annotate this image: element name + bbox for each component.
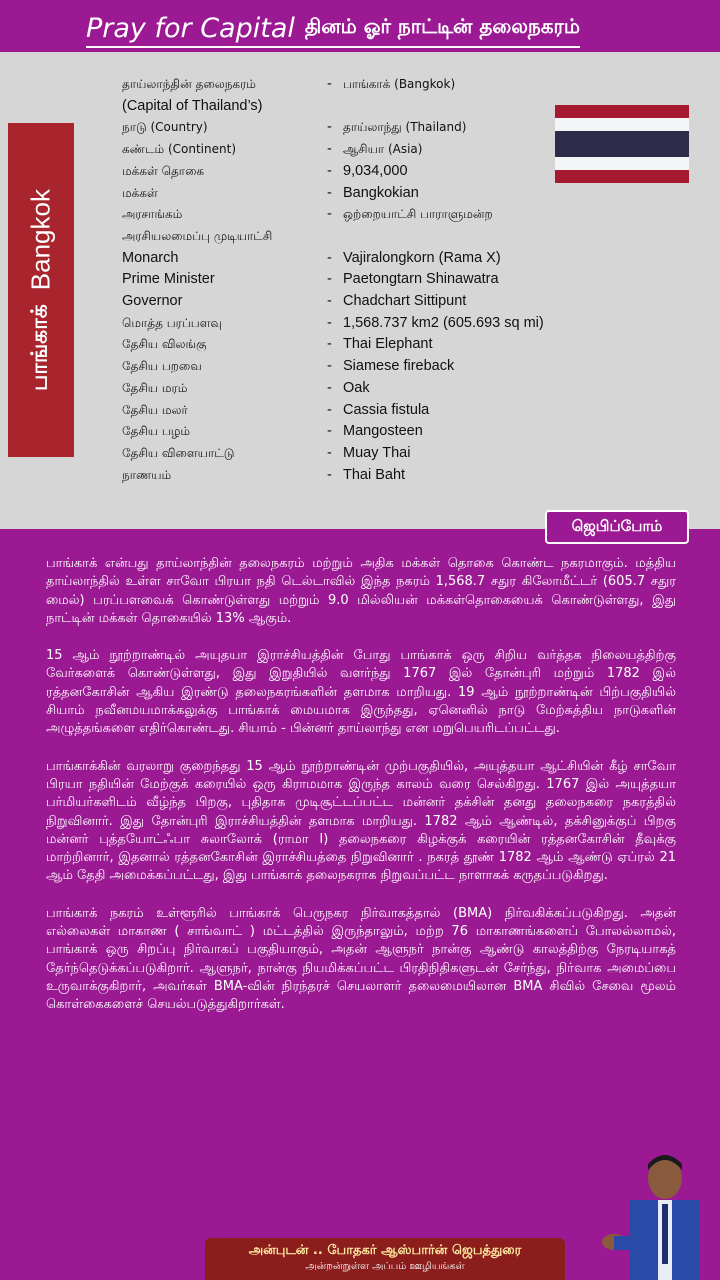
info-key: தேசிய விளையாட்டு <box>122 445 235 460</box>
pastor-photo <box>600 1140 718 1280</box>
info-value: Paetongtarn Shinawatra <box>343 271 499 288</box>
info-row <box>122 443 562 465</box>
info-separator: - <box>327 162 332 179</box>
info-value: பாங்காக் (Bangkok) <box>343 77 456 91</box>
info-row <box>122 139 562 161</box>
info-key: அரசியலமைப்பு முடியாட்சி <box>122 228 273 243</box>
info-separator: - <box>327 466 332 483</box>
info-value: ஆசியா (Asia) <box>343 142 423 157</box>
info-panel <box>0 52 720 529</box>
info-row <box>122 248 562 270</box>
info-key: தேசிய மலர் <box>122 402 188 417</box>
info-separator: - <box>327 358 332 375</box>
info-separator: - <box>327 379 332 396</box>
info-value: Bangkokian <box>343 184 419 201</box>
info-separator <box>327 96 343 118</box>
page-title <box>86 4 580 48</box>
info-row <box>122 204 562 226</box>
info-value: 9,034,000 <box>343 162 408 179</box>
article-body <box>46 555 676 1034</box>
info-separator: - <box>327 423 332 440</box>
info-key: (Capital of Thailand’s) <box>122 97 263 114</box>
info-separator: - <box>327 336 332 353</box>
info-separator: - <box>327 141 332 158</box>
thailand-flag-icon <box>555 105 689 183</box>
info-key: மொத்த பரப்பளவு <box>122 315 223 330</box>
info-row <box>122 378 562 400</box>
footer <box>205 1238 565 1280</box>
info-value: Cassia fistula <box>343 401 430 418</box>
info-key: மக்கள் தொகை <box>122 163 205 178</box>
info-row <box>122 334 562 356</box>
info-value: தாய்லாந்து (Thailand) <box>343 120 467 135</box>
footer-name: அன்புடன் .. போதகர் ஆஸ்பார்ன் ஜெபத்துரை <box>248 1243 522 1258</box>
title-tamil: தினம் ஓர் நாட்டின் தலைநகரம் <box>304 14 580 38</box>
info-value: Siamese fireback <box>343 358 455 375</box>
side-tab-english: Bangkok <box>25 189 56 291</box>
info-separator: - <box>327 119 332 136</box>
info-key: கண்டம் (Continent) <box>122 142 236 157</box>
info-row <box>122 161 562 183</box>
info-separator: - <box>327 293 332 310</box>
paragraph: பாங்காக்கின் வரலாறு குறைந்தது 15 ஆம் நூற்றாண்டின் முற்பகுதியில், அயுத்தயா ஆட்சியின் கீழ் சாவோ பிரயா நதியின் மேற்குக் கரையில் ஒரு கிராமமாக இருந்த காலம் வரை செல்கிறது. 1767 இல் அயுத்தயா பர்மியர்களிடம் வீழ்ந்த பிறகு, புதிதாக முடிசூட்டப்பட்ட மன்னர் தக்சின் தனது தலைநகரை நகரத்தில் நிறுவினார். இது தோன்புரி இராச்சியத்தின் தளமாக மாறியது. 1782 ஆம் ஆண்டில், தக்சினுக்குப் பிறகு மன்னர் புத்தயோட்ஃபா சுலாலோக் (ராமா I) தலைநகரை கிழக்குக் கரையின் ரத்தனகோசின் தீவுக்கு மாற்றினார், இதனால் ரத்தனகோசின் இராச்சியத்தை நிறுவினார் . நகரத் தூண் 1782 ஆம் ஆண்டு ஏப்ரல் 21 ஆம் தேதி அமைக்கப்பட்டது, இது பாங்காக் தலைநகராக நிறுவப்பட்ட நாளாகக் கருதப்படுகிறது. <box>46 758 676 884</box>
info-separator: - <box>327 206 332 223</box>
side-tab-tamil: பாங்காக் <box>27 304 52 391</box>
info-key: தேசிய மரம் <box>122 380 188 395</box>
info-key: Prime Minister <box>122 271 215 288</box>
info-separator: - <box>327 314 332 331</box>
info-key: தேசிய விலங்கு <box>122 337 207 352</box>
info-row <box>122 117 562 139</box>
paragraph: பாங்காக் நகரம் உள்ளூரில் பாங்காக் பெருநகர நிர்வாகத்தால் (BMA) நிர்வகிக்கப்படுகிறது. அதன் எல்லைகள் மாகாண ( சாங்வாட் ) மட்டத்தில் இருந்தாலும், மற்ற 76 மாகாணங்களைப் போலல்லாமல், பாங்காக் ஒரு சிறப்பு நிர்வாகப் பகுதியாகும், அதன் ஆளுநர் நான்கு ஆண்டு காலத்திற்கு நேரடியாகத் தேர்ந்தெடுக்கப்படுகிறார். ஆளுநர், நான்கு நியமிக்கப்பட்ட பிரதிநிதிகளுடன் சேர்ந்து, நிர்வாக அமைப்பை உருவாக்குகிறார், அவர்கள் BMA-வின் நிரந்தரச் செயலாளர் தலைமையிலான BMA சிவில் சேவை மூலம் கொள்கைகளைச் செயல்படுத்துகிறார்கள். <box>46 905 676 1013</box>
header <box>0 0 720 52</box>
info-row <box>122 226 562 248</box>
info-row <box>122 96 562 118</box>
title-english: Pray for Capital <box>86 13 295 44</box>
info-row <box>122 269 562 291</box>
info-separator: - <box>327 444 332 461</box>
side-tab <box>8 123 74 457</box>
info-separator: - <box>327 271 332 288</box>
info-value: Thai Elephant <box>343 336 433 353</box>
info-row <box>122 400 562 422</box>
info-key: நாணயம் <box>122 467 172 482</box>
info-row <box>122 421 562 443</box>
info-key: தேசிய பறவை <box>122 359 202 374</box>
info-separator <box>327 226 343 248</box>
pray-badge: ஜெபிப்போம் <box>545 510 689 544</box>
info-separator: - <box>327 184 332 201</box>
info-value: ஒற்றையாட்சி பாராளுமன்ற <box>343 207 493 222</box>
paragraph: பாங்காக் என்பது தாய்லாந்தின் தலைநகரம் மற்றும் அதிக மக்கள் தொகை கொண்ட நகரமாகும். மத்திய தாய்லாந்தில் உள்ள சாவோ பிரயா நதி டெல்டாவில் இந்த நகரம் 1,568.7 சதுர கிலோமீட்டர் (605.7 சதுர மைல்) பரப்பளவைக் கொண்டுள்ளது மற்றும் 9.0 மில்லியன் மக்கள்தொகையைக் கொண்டுள்ளது, இது நாட்டின் மக்கள் தொகையில் 13% ஆகும். <box>46 556 676 626</box>
info-row <box>122 465 562 487</box>
info-value: Chadchart Sittipunt <box>343 293 467 310</box>
info-separator: - <box>327 249 332 266</box>
paragraph: 15 ஆம் நூற்றாண்டில் அயுதயா இராச்சியத்தின் போது பாங்காக் ஒரு சிறிய வர்த்தக நிலையத்திற்கு வேர்களைக் கொண்டுள்ளது, இது இறுதியில் வளர்ந்து 1767 இல் தோன்புரி மற்றும் 1782 இல் ரத்தனகோசின் ஆகிய இரண்டு தலைநகரங்களின் தளமாக மாறியது. 19 ஆம் நூற்றாண்டின் பிற்பகுதியில் சியாம் நவீனமயமாக்கலுக்கு பாங்காக் மையமாக இருந்தது, ஏனெனில் நாடு மேற்கத்திய நாடுகளின் அழுத்தங்களை எதிர்கொண்டது. சியாம் - பின்னர் தாய்லாந்து என மறுபெயரிடப்பட்டது. <box>46 648 676 737</box>
info-row <box>122 291 562 313</box>
info-key: நாடு (Country) <box>122 120 208 135</box>
info-row <box>122 183 562 205</box>
info-key: தாய்லாந்தின் தலைநகரம் <box>122 77 256 91</box>
info-key: தேசிய பழம் <box>122 424 191 439</box>
footer-subtitle: அன்றன்றுள்ள அப்பம் ஊழியங்கள் <box>305 1261 465 1272</box>
info-row <box>122 74 562 96</box>
info-row <box>122 313 562 335</box>
info-row <box>122 356 562 378</box>
info-table <box>122 74 562 486</box>
info-value: Vajiralongkorn (Rama X) <box>343 249 501 266</box>
info-value: Oak <box>343 379 370 396</box>
info-key: மக்கள் <box>122 185 158 200</box>
info-key: அரசாங்கம் <box>122 207 183 222</box>
info-value: Thai Baht <box>343 466 406 483</box>
info-value: Muay Thai <box>343 444 411 461</box>
info-value: Mangosteen <box>343 423 423 440</box>
info-separator: - <box>327 76 332 92</box>
info-key: Governor <box>122 293 183 310</box>
info-value: 1,568.737 km2 (605.693 sq mi) <box>343 314 544 331</box>
info-separator: - <box>327 401 332 418</box>
info-key: Monarch <box>122 249 179 266</box>
